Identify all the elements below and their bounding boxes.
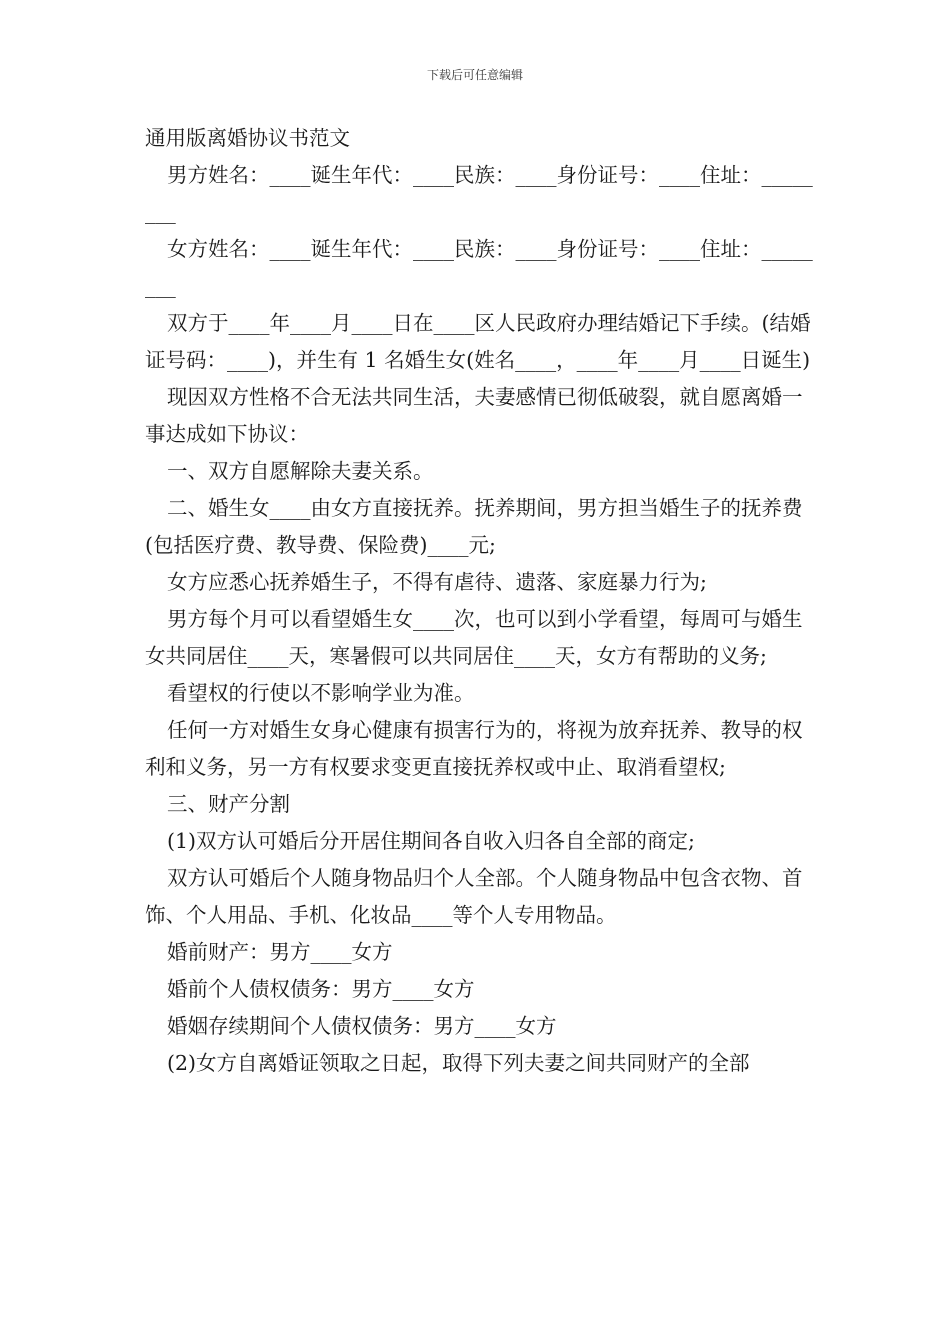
paragraph-premarital-property: 婚前财产：男方____女方: [167, 940, 393, 964]
header-note: 下载后可任意编辑: [426, 68, 523, 82]
paragraph-marital-debts: 婚姻存续期间个人债权债务：男方____女方: [167, 1014, 557, 1038]
document-title: 通用版离婚协议书范文: [145, 126, 350, 150]
paragraph-personal-items: 双方认可婚后个人随身物品归个人全部。个人随身物品中包含衣物、首饰、个人用品、手机、化妆品____等个人专用物品。: [145, 866, 803, 927]
paragraph-marriage-registration: 双方于____年____月____日在____区人民政府办理结婚记下手续。(结婚证号码：____)，并生有 1 名婚生女(姓名____，____年____月____日诞生): [145, 311, 811, 372]
paragraph-custody-forfeit: 任何一方对婚生女身心健康有损害行为的，将视为放弃抚养、教导的权利和义务，另一方有权要求变更直接抚养权或中止、取消看望权;: [145, 718, 803, 779]
paragraph-property-2: (2)女方自离婚证领取之日起，取得下列夫妻之间共同财产的全部: [167, 1051, 750, 1075]
document-body: [145, 120, 817, 1082]
paragraph-custody-care: 女方应悉心抚养婚生子，不得有虐待、遗落、家庭暴力行为;: [167, 570, 707, 594]
paragraph-divorce-reason: 现因双方性格不合无法共同生活，夫妻感情已彻低破裂，就自愿离婚一事达成如下协议：: [145, 385, 803, 446]
paragraph-clause-3: 三、财产分割: [167, 792, 290, 816]
paragraph-clause-2: 二、婚生女____由女方直接抚养。抚养期间，男方担当婚生子的抚养费(包括医疗费、教导费、保险费)____元;: [145, 496, 803, 557]
paragraph-visitation-limit: 看望权的行使以不影响学业为准。: [167, 681, 475, 705]
paragraph-visitation: 男方每个月可以看望婚生女____次，也可以到小学看望，每周可与婚生女共同居住____天，寒暑假可以共同居住____天，女方有帮助的义务;: [145, 607, 803, 668]
paragraph-husband-info: 男方姓名：____诞生年代：____民族：____身份证号：____住址：________: [145, 163, 813, 224]
paragraph-clause-1: 一、双方自愿解除夫妻关系。: [167, 459, 434, 483]
paragraph-premarital-debts: 婚前个人债权债务：男方____女方: [167, 977, 475, 1001]
paragraph-wife-info: 女方姓名：____诞生年代：____民族：____身份证号：____住址：________: [145, 237, 813, 298]
paragraph-property-1: (1)双方认可婚后分开居住期间各自收入归各自全部的商定;: [167, 829, 695, 853]
